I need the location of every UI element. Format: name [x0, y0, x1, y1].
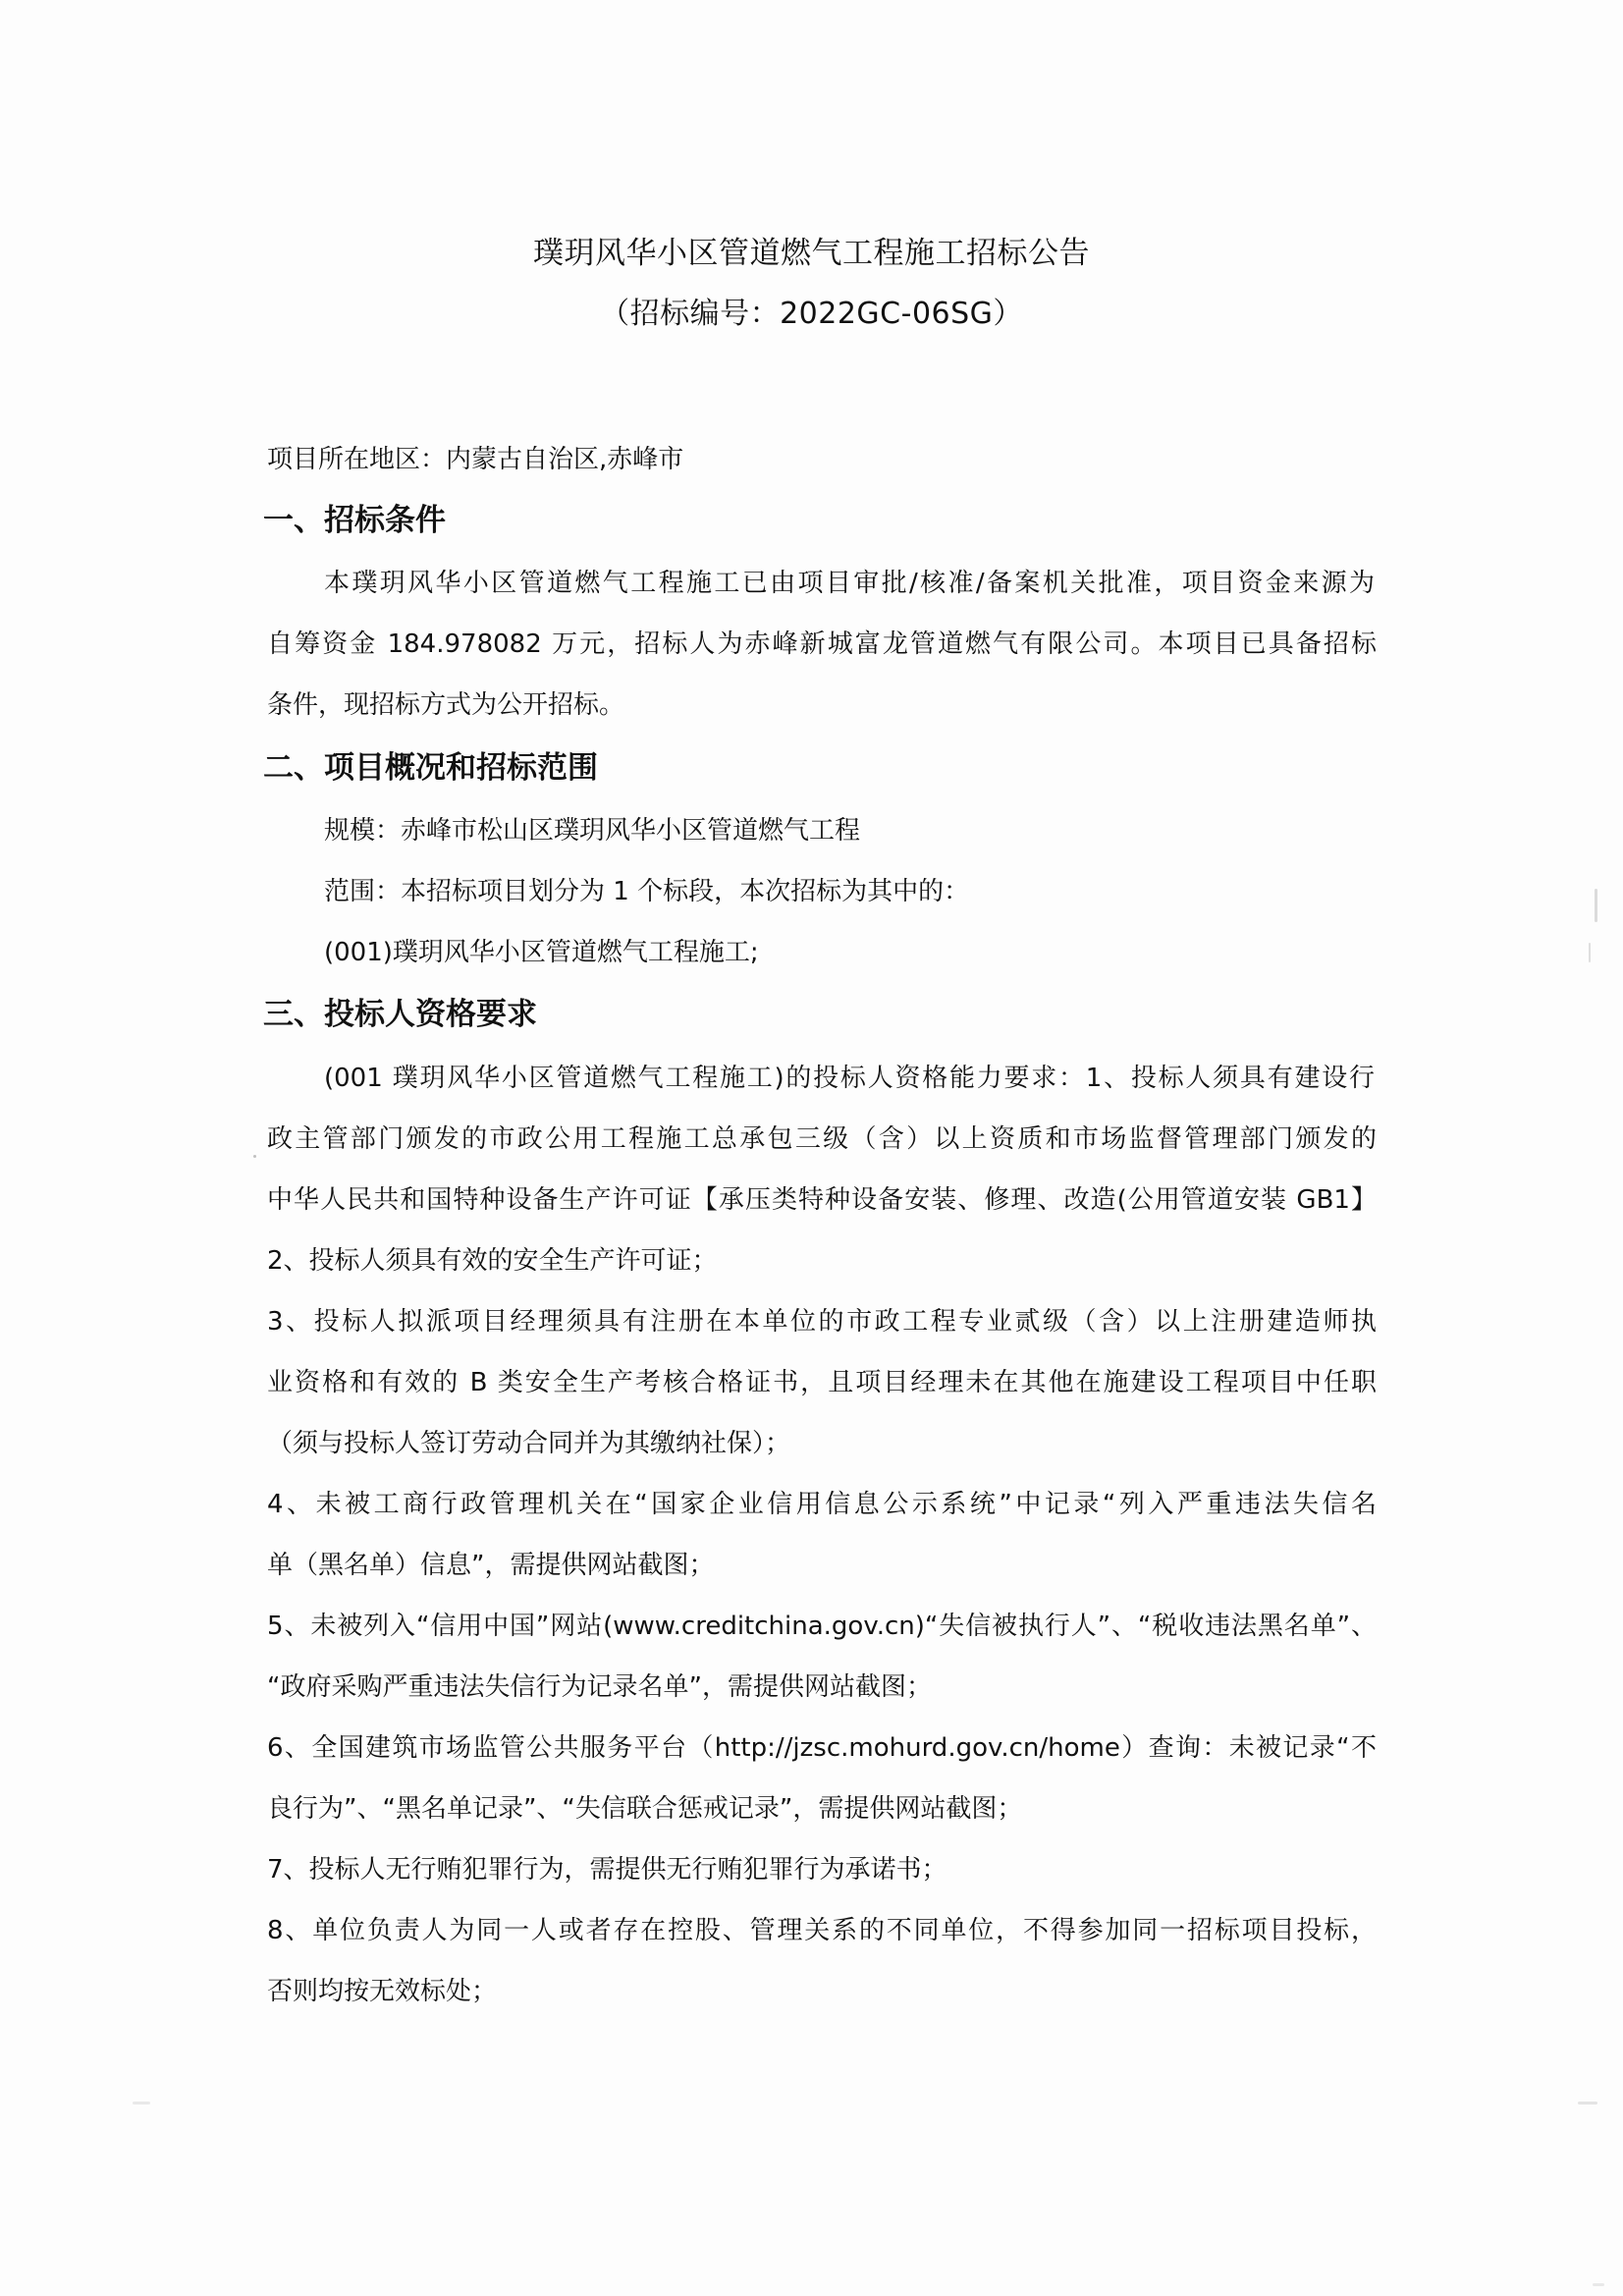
section-3-line: （须与投标人签订劳动合同并为其缴纳社保）； — [267, 1429, 791, 1458]
section-3-line: (001 璞玥风华小区管道燃气工程施工)的投标人资格能力要求：1、投标人须具有建设行 — [324, 1064, 1375, 1093]
section-3-heading: 三、投标人资格要求 — [263, 997, 537, 1032]
section-3-line: 否则均按无效标处； — [267, 1977, 498, 2006]
scan-artifact — [1593, 2283, 1604, 2286]
document-title: 璞玥风华小区管道燃气工程施工招标公告 — [533, 236, 1090, 271]
scan-artifact — [1578, 2102, 1597, 2105]
section-3-line: 8、单位负责人为同一人或者存在控股、管理关系的不同单位，不得参加同一招标项目投标， — [267, 1916, 1377, 1945]
section-1-line: 自筹资金 184.978082 万元，招标人为赤峰新城富龙管道燃气有限公司。本项目已具备招标 — [267, 629, 1377, 659]
section-3-line: 6、全国建筑市场监管公共服务平台（http://jzsc.mohurd.gov.cn/home）查询：未被记录“不 — [267, 1733, 1377, 1763]
bid-number: （招标编号：2022GC-06SG） — [600, 297, 1023, 331]
project-region: 项目所在地区：内蒙古自治区,赤峰市 — [267, 445, 684, 474]
section-3-line: 良行为”、“黑名单记录”、“失信联合惩戒记录”，需提供网站截图； — [267, 1794, 1023, 1824]
section-2-heading: 二、项目概况和招标范围 — [263, 750, 598, 786]
section-3-line: 5、未被列入“信用中国”网站(www.creditchina.gov.cn)“失信被执行人”、“税收违法黑名单”、 — [267, 1612, 1377, 1641]
section-2-line: (001)璞玥风华小区管道燃气工程施工; — [324, 938, 759, 967]
scan-artifact — [1589, 943, 1591, 962]
section-3-line: 2、投标人须具有效的安全生产许可证； — [267, 1246, 718, 1276]
section-2-line: 范围：本招标项目划分为 1 个标段，本次招标为其中的： — [324, 877, 970, 906]
section-1-line: 本璞玥风华小区管道燃气工程施工已由项目审批/核准/备案机关批准，项目资金来源为 — [324, 569, 1375, 598]
section-3-line: 业资格和有效的 B 类安全生产考核合格证书，且项目经理未在其他在施建设工程项目中任职 — [267, 1368, 1377, 1397]
section-3-line: 单（黑名单）信息”，需提供网站截图； — [267, 1551, 715, 1580]
section-3-line: 4、未被工商行政管理机关在“国家企业信用信息公示系统”中记录“列入严重违法失信名 — [267, 1490, 1377, 1519]
section-3-line: 中华人民共和国特种设备生产许可证【承压类特种设备安装、修理、改造(公用管道安装 GB1】 — [267, 1185, 1377, 1215]
section-3-line: 政主管部门颁发的市政公用工程施工总承包三级（含）以上资质和市场监督管理部门颁发的 — [267, 1124, 1377, 1154]
section-3-line: 7、投标人无行贿犯罪行为，需提供无行贿犯罪行为承诺书； — [267, 1855, 947, 1885]
scan-artifact — [133, 2102, 150, 2105]
section-3-line: “政府采购严重违法失信行为记录名单”，需提供网站截图； — [267, 1672, 932, 1702]
scan-artifact — [253, 1155, 256, 1158]
section-1-heading: 一、招标条件 — [263, 503, 446, 538]
section-2-line: 规模：赤峰市松山区璞玥风华小区管道燃气工程 — [324, 816, 861, 846]
section-3-line: 3、投标人拟派项目经理须具有注册在本单位的市政工程专业贰级（含）以上注册建造师执 — [267, 1307, 1377, 1337]
section-1-line: 条件，现招标方式为公开招标。 — [267, 690, 625, 720]
scan-artifact — [1595, 889, 1597, 922]
